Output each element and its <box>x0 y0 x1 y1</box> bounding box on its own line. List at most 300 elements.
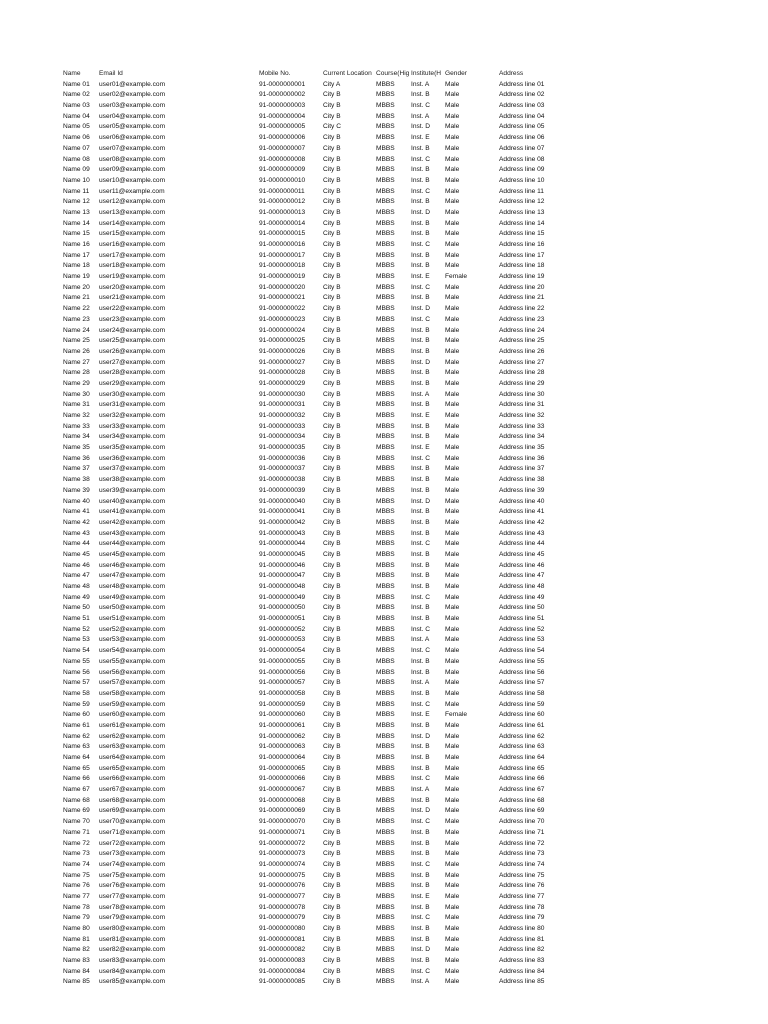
cell-name: Name 05 <box>63 123 90 131</box>
cell-gender: Male <box>445 700 460 708</box>
cell-name: Name 02 <box>63 91 90 99</box>
cell-mobile: 91-0000000025 <box>259 337 306 345</box>
cell-location: City B <box>323 283 341 291</box>
cell-name: Name 54 <box>63 647 90 655</box>
cell-location: City B <box>323 892 341 900</box>
cell-location: City B <box>323 369 341 377</box>
cell-gender: Male <box>445 786 460 794</box>
table-row <box>63 571 768 582</box>
cell-name: Name 13 <box>63 208 90 216</box>
table-row <box>63 945 768 956</box>
cell-address: Address line 22 <box>499 305 545 313</box>
cell-mobile: 91-0000000049 <box>259 593 306 601</box>
cell-mobile: 91-0000000082 <box>259 946 306 954</box>
cell-name: Name 70 <box>63 818 90 826</box>
cell-mobile: 91-0000000034 <box>259 433 306 441</box>
cell-address: Address line 30 <box>499 390 545 398</box>
cell-institute: Inst. B <box>411 401 430 409</box>
cell-address: Address line 13 <box>499 208 545 216</box>
cell-name: Name 42 <box>63 518 90 526</box>
cell-address: Address line 62 <box>499 732 545 740</box>
cell-location: City B <box>323 187 341 195</box>
cell-name: Name 26 <box>63 347 90 355</box>
cell-address: Address line 27 <box>499 358 545 366</box>
cell-mobile: 91-0000000018 <box>259 262 306 270</box>
cell-address: Address line 60 <box>499 711 545 719</box>
table-row <box>63 251 768 262</box>
cell-name: Name 82 <box>63 946 90 954</box>
cell-course: MBBS <box>376 550 395 558</box>
table-row <box>63 144 768 155</box>
cell-email: user73@example.com <box>99 850 166 858</box>
cell-course: MBBS <box>376 379 395 387</box>
cell-address: Address line 02 <box>499 91 545 99</box>
cell-mobile: 91-0000000058 <box>259 689 306 697</box>
cell-course: MBBS <box>376 112 395 120</box>
cell-email: user21@example.com <box>99 294 166 302</box>
cell-address: Address line 85 <box>499 978 545 986</box>
cell-name: Name 55 <box>63 657 90 665</box>
cell-name: Name 33 <box>63 422 90 430</box>
cell-name: Name 53 <box>63 636 90 644</box>
table-row <box>63 101 768 112</box>
cell-course: MBBS <box>376 144 395 152</box>
cell-name: Name 76 <box>63 882 90 890</box>
cell-course: MBBS <box>376 262 395 270</box>
cell-mobile: 91-0000000031 <box>259 401 306 409</box>
cell-address: Address line 39 <box>499 486 545 494</box>
cell-name: Name 29 <box>63 379 90 387</box>
cell-mobile: 91-0000000005 <box>259 123 306 131</box>
cell-gender: Male <box>445 358 460 366</box>
cell-gender: Male <box>445 198 460 206</box>
table-row <box>63 913 768 924</box>
cell-location: City B <box>323 925 341 932</box>
cell-institute: Inst. B <box>411 561 430 569</box>
cell-name: Name 34 <box>63 433 90 441</box>
cell-address: Address line 35 <box>499 444 545 452</box>
cell-course: MBBS <box>376 305 395 313</box>
cell-institute: Inst. B <box>411 754 430 761</box>
cell-course: MBBS <box>376 754 395 761</box>
cell-institute: Inst. C <box>411 283 431 291</box>
cell-address: Address line 75 <box>499 871 545 879</box>
cell-course: MBBS <box>376 294 395 302</box>
table-row <box>63 411 768 422</box>
cell-gender: Male <box>445 476 460 484</box>
cell-institute: Inst. B <box>411 294 430 302</box>
cell-mobile: 91-0000000033 <box>259 422 306 430</box>
cell-email: user79@example.com <box>99 914 166 922</box>
cell-institute: Inst. E <box>411 444 430 452</box>
cell-institute: Inst. C <box>411 700 431 708</box>
cell-gender: Female <box>445 711 467 719</box>
table-row <box>63 806 768 817</box>
cell-gender: Male <box>445 208 460 216</box>
cell-institute: Inst. B <box>411 839 430 847</box>
cell-mobile: 91-0000000014 <box>259 219 306 227</box>
table-row <box>63 219 768 230</box>
cell-mobile: 91-0000000029 <box>259 379 306 387</box>
cell-name: Name 06 <box>63 134 90 142</box>
cell-course: MBBS <box>376 102 395 110</box>
cell-address: Address line 31 <box>499 401 545 409</box>
cell-location: City B <box>323 508 341 516</box>
cell-course: MBBS <box>376 978 395 986</box>
cell-mobile: 91-0000000020 <box>259 283 306 291</box>
cell-course: MBBS <box>376 508 395 516</box>
cell-gender: Male <box>445 102 460 110</box>
cell-course: MBBS <box>376 957 395 965</box>
cell-gender: Male <box>445 390 460 398</box>
cell-course: MBBS <box>376 721 395 729</box>
cell-mobile: 91-0000000027 <box>259 358 306 366</box>
cell-email: user57@example.com <box>99 679 166 687</box>
table-row <box>63 561 768 572</box>
table-row <box>63 347 768 358</box>
cell-location: City B <box>323 251 341 259</box>
cell-mobile: 91-0000000070 <box>259 818 306 826</box>
cell-location: City B <box>323 807 341 815</box>
cell-address: Address line 21 <box>499 294 545 302</box>
cell-course: MBBS <box>376 465 395 473</box>
cell-address: Address line 52 <box>499 625 545 633</box>
cell-location: City B <box>323 497 341 505</box>
cell-address: Address line 72 <box>499 839 545 847</box>
cell-location: City B <box>323 711 341 719</box>
cell-email: user45@example.com <box>99 550 166 558</box>
cell-location: City B <box>323 572 341 580</box>
cell-institute: Inst. B <box>411 230 430 238</box>
table-row <box>63 817 768 828</box>
cell-address: Address line 63 <box>499 743 545 751</box>
cell-name: Name 23 <box>63 315 90 323</box>
cell-email: user01@example.com <box>99 80 166 88</box>
cell-address: Address line 36 <box>499 454 545 462</box>
cell-address: Address line 19 <box>499 273 545 281</box>
table-row <box>63 860 768 871</box>
cell-course: MBBS <box>376 198 395 206</box>
cell-location: City B <box>323 743 341 751</box>
cell-course: MBBS <box>376 604 395 612</box>
table-row <box>63 678 768 689</box>
cell-email: user06@example.com <box>99 134 166 142</box>
table-row <box>63 272 768 283</box>
cell-email: user58@example.com <box>99 689 166 697</box>
cell-location: City C <box>323 123 341 131</box>
cell-mobile: 91-0000000080 <box>259 925 306 932</box>
cell-institute: Inst. E <box>411 273 430 281</box>
table-row <box>63 956 768 967</box>
cell-course: MBBS <box>376 337 395 345</box>
table-row <box>63 454 768 465</box>
cell-name: Name 46 <box>63 561 90 569</box>
cell-address: Address line 49 <box>499 593 545 601</box>
cell-course: MBBS <box>376 123 395 131</box>
cell-institute: Inst. C <box>411 593 431 601</box>
cell-mobile: 91-0000000009 <box>259 166 306 174</box>
cell-course: MBBS <box>376 700 395 708</box>
cell-institute: Inst. C <box>411 155 431 163</box>
cell-address: Address line 16 <box>499 241 545 248</box>
cell-gender: Male <box>445 732 460 740</box>
cell-institute: Inst. D <box>411 123 431 131</box>
cell-address: Address line 04 <box>499 112 545 120</box>
cell-address: Address line 07 <box>499 144 545 152</box>
table-row <box>63 400 768 411</box>
cell-name: Name 10 <box>63 176 90 184</box>
cell-email: user59@example.com <box>99 700 166 708</box>
header-course: Course(Hig <box>376 70 410 77</box>
cell-email: user09@example.com <box>99 166 166 174</box>
cell-institute: Inst. B <box>411 925 430 932</box>
cell-institute: Inst. C <box>411 315 431 323</box>
cell-mobile: 91-0000000040 <box>259 497 306 505</box>
cell-institute: Inst. C <box>411 647 431 655</box>
cell-location: City B <box>323 102 341 110</box>
cell-institute: Inst. C <box>411 818 431 826</box>
cell-gender: Male <box>445 636 460 644</box>
cell-mobile: 91-0000000053 <box>259 636 306 644</box>
cell-course: MBBS <box>376 657 395 665</box>
cell-institute: Inst. A <box>411 679 430 687</box>
cell-course: MBBS <box>376 786 395 794</box>
cell-institute: Inst. B <box>411 583 430 590</box>
cell-address: Address line 20 <box>499 283 545 291</box>
cell-address: Address line 32 <box>499 412 545 419</box>
cell-location: City B <box>323 967 341 975</box>
cell-gender: Male <box>445 294 460 302</box>
table-row <box>63 283 768 294</box>
cell-mobile: 91-0000000059 <box>259 700 306 708</box>
cell-location: City B <box>323 561 341 569</box>
cell-gender: Male <box>445 134 460 142</box>
cell-institute: Inst. B <box>411 689 430 697</box>
cell-address: Address line 56 <box>499 668 545 676</box>
cell-gender: Male <box>445 721 460 729</box>
cell-course: MBBS <box>376 935 395 943</box>
cell-email: user31@example.com <box>99 401 166 409</box>
cell-gender: Male <box>445 251 460 259</box>
cell-email: user47@example.com <box>99 572 166 580</box>
cell-address: Address line 17 <box>499 251 545 259</box>
cell-gender: Male <box>445 123 460 131</box>
cell-institute: Inst. C <box>411 860 431 868</box>
table-row <box>63 710 768 721</box>
cell-mobile: 91-0000000054 <box>259 647 306 655</box>
cell-mobile: 91-0000000072 <box>259 839 306 847</box>
cell-gender: Male <box>445 903 460 911</box>
cell-mobile: 91-0000000012 <box>259 198 306 206</box>
cell-name: Name 12 <box>63 198 90 206</box>
cell-gender: Male <box>445 412 460 419</box>
cell-mobile: 91-0000000085 <box>259 978 306 986</box>
header-gender: Gender <box>445 70 467 77</box>
table-row <box>63 924 768 935</box>
cell-gender: Male <box>445 433 460 441</box>
cell-mobile: 91-0000000060 <box>259 711 306 719</box>
cell-location: City B <box>323 914 341 922</box>
cell-name: Name 21 <box>63 294 90 302</box>
cell-gender: Male <box>445 465 460 473</box>
cell-institute: Inst. B <box>411 144 430 152</box>
cell-institute: Inst. B <box>411 166 430 174</box>
cell-name: Name 09 <box>63 166 90 174</box>
cell-gender: Male <box>445 283 460 291</box>
cell-course: MBBS <box>376 828 395 836</box>
cell-location: City B <box>323 476 341 484</box>
cell-course: MBBS <box>376 796 395 804</box>
cell-location: City B <box>323 315 341 323</box>
cell-location: City B <box>323 850 341 858</box>
cell-location: City B <box>323 326 341 334</box>
cell-email: user36@example.com <box>99 454 166 462</box>
table-row <box>63 550 768 561</box>
cell-email: user65@example.com <box>99 764 166 772</box>
cell-address: Address line 38 <box>499 476 545 484</box>
cell-email: user42@example.com <box>99 518 166 526</box>
table-row <box>63 261 768 272</box>
cell-email: user18@example.com <box>99 262 166 270</box>
cell-location: City B <box>323 946 341 954</box>
cell-location: City B <box>323 241 341 248</box>
table-row <box>63 304 768 315</box>
cell-address: Address line 23 <box>499 315 545 323</box>
cell-mobile: 91-0000000076 <box>259 882 306 890</box>
cell-institute: Inst. C <box>411 187 431 195</box>
cell-location: City B <box>323 144 341 152</box>
cell-course: MBBS <box>376 518 395 526</box>
cell-location: City B <box>323 604 341 612</box>
cell-mobile: 91-0000000066 <box>259 775 306 783</box>
cell-location: City B <box>323 379 341 387</box>
cell-gender: Male <box>445 422 460 430</box>
cell-name: Name 18 <box>63 262 90 270</box>
cell-address: Address line 73 <box>499 850 545 858</box>
header-address: Address <box>499 70 524 77</box>
table-row <box>63 443 768 454</box>
cell-name: Name 50 <box>63 604 90 612</box>
cell-gender: Male <box>445 550 460 558</box>
cell-email: user15@example.com <box>99 230 166 238</box>
cell-course: MBBS <box>376 134 395 142</box>
cell-location: City B <box>323 208 341 216</box>
cell-institute: Inst. C <box>411 102 431 110</box>
cell-location: City B <box>323 486 341 494</box>
cell-course: MBBS <box>376 764 395 772</box>
cell-institute: Inst. A <box>411 786 430 794</box>
cell-email: user12@example.com <box>99 198 166 206</box>
cell-name: Name 78 <box>63 903 90 911</box>
table-row <box>63 464 768 475</box>
cell-institute: Inst. B <box>411 871 430 879</box>
cell-course: MBBS <box>376 850 395 858</box>
cell-gender: Male <box>445 486 460 494</box>
cell-course: MBBS <box>376 390 395 398</box>
cell-mobile: 91-0000000043 <box>259 529 306 537</box>
cell-gender: Male <box>445 91 460 99</box>
cell-name: Name 36 <box>63 454 90 462</box>
cell-course: MBBS <box>376 529 395 537</box>
cell-email: user62@example.com <box>99 732 166 740</box>
table-row <box>63 646 768 657</box>
cell-course: MBBS <box>376 486 395 494</box>
cell-location: City B <box>323 294 341 302</box>
cell-name: Name 61 <box>63 721 90 729</box>
cell-institute: Inst. B <box>411 882 430 890</box>
cell-gender: Male <box>445 508 460 516</box>
cell-mobile: 91-0000000039 <box>259 486 306 494</box>
cell-email: user53@example.com <box>99 636 166 644</box>
table-row <box>63 475 768 486</box>
cell-mobile: 91-0000000035 <box>259 444 306 452</box>
cell-email: user80@example.com <box>99 925 166 932</box>
cell-email: user07@example.com <box>99 144 166 152</box>
cell-address: Address line 83 <box>499 957 545 965</box>
cell-mobile: 91-0000000038 <box>259 476 306 484</box>
cell-gender: Male <box>445 625 460 633</box>
table-row <box>63 165 768 176</box>
cell-mobile: 91-0000000083 <box>259 957 306 965</box>
table-row <box>63 871 768 882</box>
table-row <box>63 935 768 946</box>
cell-name: Name 48 <box>63 583 90 590</box>
cell-mobile: 91-0000000016 <box>259 241 306 248</box>
cell-email: user22@example.com <box>99 305 166 313</box>
cell-gender: Male <box>445 850 460 858</box>
cell-gender: Male <box>445 561 460 569</box>
cell-course: MBBS <box>376 208 395 216</box>
cell-institute: Inst. B <box>411 668 430 676</box>
cell-location: City B <box>323 625 341 633</box>
cell-email: user74@example.com <box>99 860 166 868</box>
cell-course: MBBS <box>376 433 395 441</box>
cell-location: City B <box>323 176 341 184</box>
cell-institute: Inst. B <box>411 572 430 580</box>
cell-institute: Inst. B <box>411 764 430 772</box>
cell-email: user34@example.com <box>99 433 166 441</box>
cell-gender: Male <box>445 615 460 623</box>
cell-course: MBBS <box>376 818 395 826</box>
cell-location: City B <box>323 882 341 890</box>
cell-name: Name 58 <box>63 689 90 697</box>
cell-address: Address line 69 <box>499 807 545 815</box>
cell-address: Address line 59 <box>499 700 545 708</box>
cell-location: City B <box>323 679 341 687</box>
cell-email: user08@example.com <box>99 155 166 163</box>
cell-mobile: 91-0000000074 <box>259 860 306 868</box>
cell-address: Address line 15 <box>499 230 545 238</box>
cell-name: Name 52 <box>63 625 90 633</box>
cell-institute: Inst. E <box>411 134 430 142</box>
table-row <box>63 849 768 860</box>
cell-gender: Male <box>445 166 460 174</box>
cell-location: City B <box>323 465 341 473</box>
cell-mobile: 91-0000000064 <box>259 754 306 761</box>
cell-address: Address line 61 <box>499 721 545 729</box>
cell-location: City B <box>323 818 341 826</box>
cell-name: Name 49 <box>63 593 90 601</box>
cell-location: City B <box>323 828 341 836</box>
cell-mobile: 91-0000000084 <box>259 967 306 975</box>
header-email: Email Id <box>99 70 123 77</box>
cell-institute: Inst. A <box>411 80 430 88</box>
cell-gender: Male <box>445 337 460 345</box>
cell-gender: Male <box>445 176 460 184</box>
cell-address: Address line 08 <box>499 155 545 163</box>
cell-name: Name 64 <box>63 754 90 761</box>
cell-name: Name 57 <box>63 679 90 687</box>
